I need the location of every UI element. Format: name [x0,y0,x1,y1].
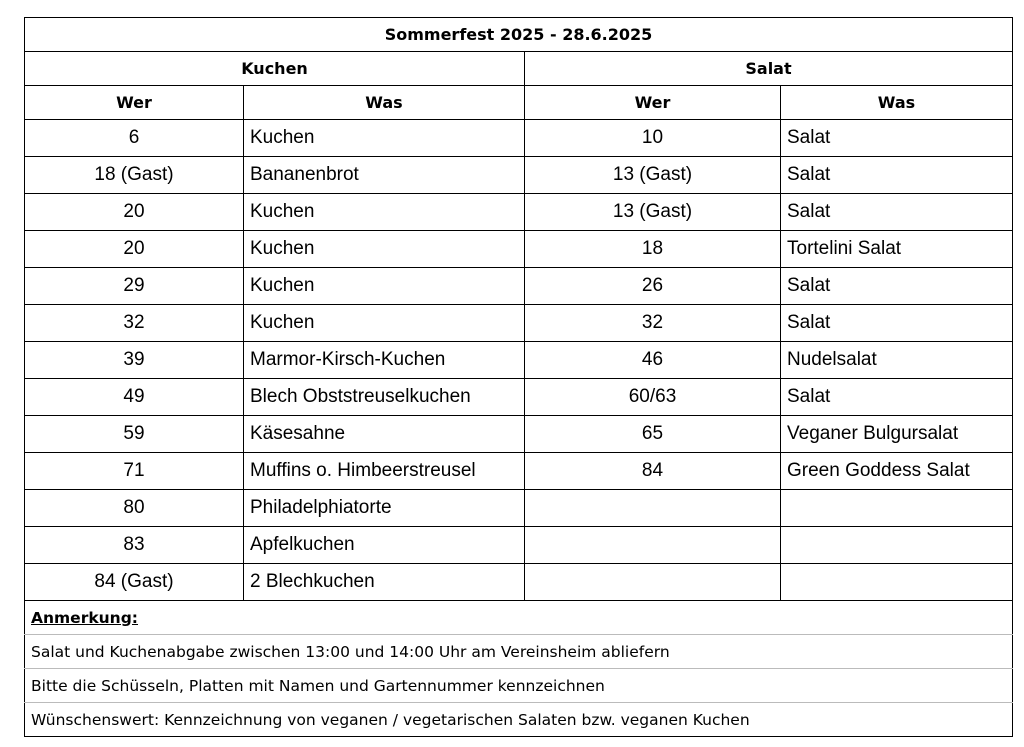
table-row [25,490,1013,527]
salat-was-cell: Veganer Bulgursalat [781,416,1013,453]
salat-was-cell: Salat [781,194,1013,231]
salat-wer-cell: 46 [525,342,781,379]
column-header-row [25,86,1013,120]
kuchen-wer-cell: 83 [25,527,244,564]
kuchen-wer-cell: 29 [25,268,244,305]
kuchen-wer-cell: 6 [25,120,244,157]
table-row [25,305,1013,342]
kuchen-wer-cell: 18 (Gast) [25,157,244,194]
kuchen-wer-cell: 20 [25,194,244,231]
note-line-row [25,703,1013,737]
kuchen-was-cell: Blech Obststreuselkuchen [244,379,525,416]
kuchen-wer-cell: 39 [25,342,244,379]
salat-was-cell: Salat [781,157,1013,194]
kuchen-wer-cell: 32 [25,305,244,342]
section-kuchen-header: Kuchen [25,52,525,86]
salat-wer-cell: 18 [525,231,781,268]
table-row [25,453,1013,490]
table-row [25,564,1013,601]
kuchen-was-cell: Kuchen [244,305,525,342]
note-label-row [25,601,1013,635]
salat-was-cell [781,527,1013,564]
note-line-row [25,635,1013,669]
salat-wer-cell: 10 [525,120,781,157]
kuchen-was-cell: 2 Blechkuchen [244,564,525,601]
table-row [25,268,1013,305]
note-line: Wünschenswert: Kennzeichnung von veganen / vegetarischen Salaten bzw. veganen Kuchen [25,703,1013,737]
table-row [25,157,1013,194]
page-title: Sommerfest 2025 - 28.6.2025 [25,18,1013,52]
table-row [25,342,1013,379]
kuchen-was-cell: Kuchen [244,268,525,305]
salat-was-cell: Tortelini Salat [781,231,1013,268]
kuchen-wer-cell: 80 [25,490,244,527]
kuchen-was-cell: Käsesahne [244,416,525,453]
salat-wer-cell: 60/63 [525,379,781,416]
salat-wer-header: Wer [525,86,781,120]
salat-wer-cell: 26 [525,268,781,305]
table-row [25,231,1013,268]
salat-was-cell [781,564,1013,601]
section-salat-header: Salat [525,52,1013,86]
salat-wer-cell: 13 (Gast) [525,157,781,194]
note-line: Salat und Kuchenabgabe zwischen 13:00 und 14:00 Uhr am Vereinsheim abliefern [25,635,1013,669]
note-line-row [25,669,1013,703]
kuchen-was-cell: Kuchen [244,231,525,268]
salat-was-cell: Salat [781,379,1013,416]
signup-table [24,17,1013,737]
kuchen-was-cell: Bananenbrot [244,157,525,194]
table-row [25,416,1013,453]
salat-wer-cell: 84 [525,453,781,490]
salat-wer-cell [525,564,781,601]
salat-was-cell: Salat [781,305,1013,342]
salat-wer-cell [525,527,781,564]
salat-wer-cell: 13 (Gast) [525,194,781,231]
salat-wer-cell [525,490,781,527]
salat-was-cell: Green Goddess Salat [781,453,1013,490]
kuchen-was-cell: Marmor-Kirsch-Kuchen [244,342,525,379]
kuchen-was-header: Was [244,86,525,120]
kuchen-wer-cell: 59 [25,416,244,453]
salat-wer-cell: 65 [525,416,781,453]
table-row [25,194,1013,231]
section-header-row [25,52,1013,86]
salat-was-header: Was [781,86,1013,120]
table-row [25,527,1013,564]
kuchen-wer-cell: 84 (Gast) [25,564,244,601]
note-cell [25,601,1013,635]
kuchen-was-cell: Apfelkuchen [244,527,525,564]
kuchen-was-cell: Kuchen [244,120,525,157]
table-row [25,120,1013,157]
note-label: Anmerkung: [31,608,139,627]
salat-was-cell: Salat [781,268,1013,305]
salat-was-cell: Nudelsalat [781,342,1013,379]
kuchen-wer-cell: 71 [25,453,244,490]
salat-was-cell [781,490,1013,527]
table-row [25,379,1013,416]
salat-was-cell: Salat [781,120,1013,157]
note-line: Bitte die Schüsseln, Platten mit Namen und Gartennummer kennzeichnen [25,669,1013,703]
kuchen-wer-header: Wer [25,86,244,120]
kuchen-was-cell: Kuchen [244,194,525,231]
kuchen-was-cell: Muffins o. Himbeerstreusel [244,453,525,490]
kuchen-wer-cell: 49 [25,379,244,416]
title-row [25,18,1013,52]
kuchen-wer-cell: 20 [25,231,244,268]
kuchen-was-cell: Philadelphiatorte [244,490,525,527]
salat-wer-cell: 32 [525,305,781,342]
